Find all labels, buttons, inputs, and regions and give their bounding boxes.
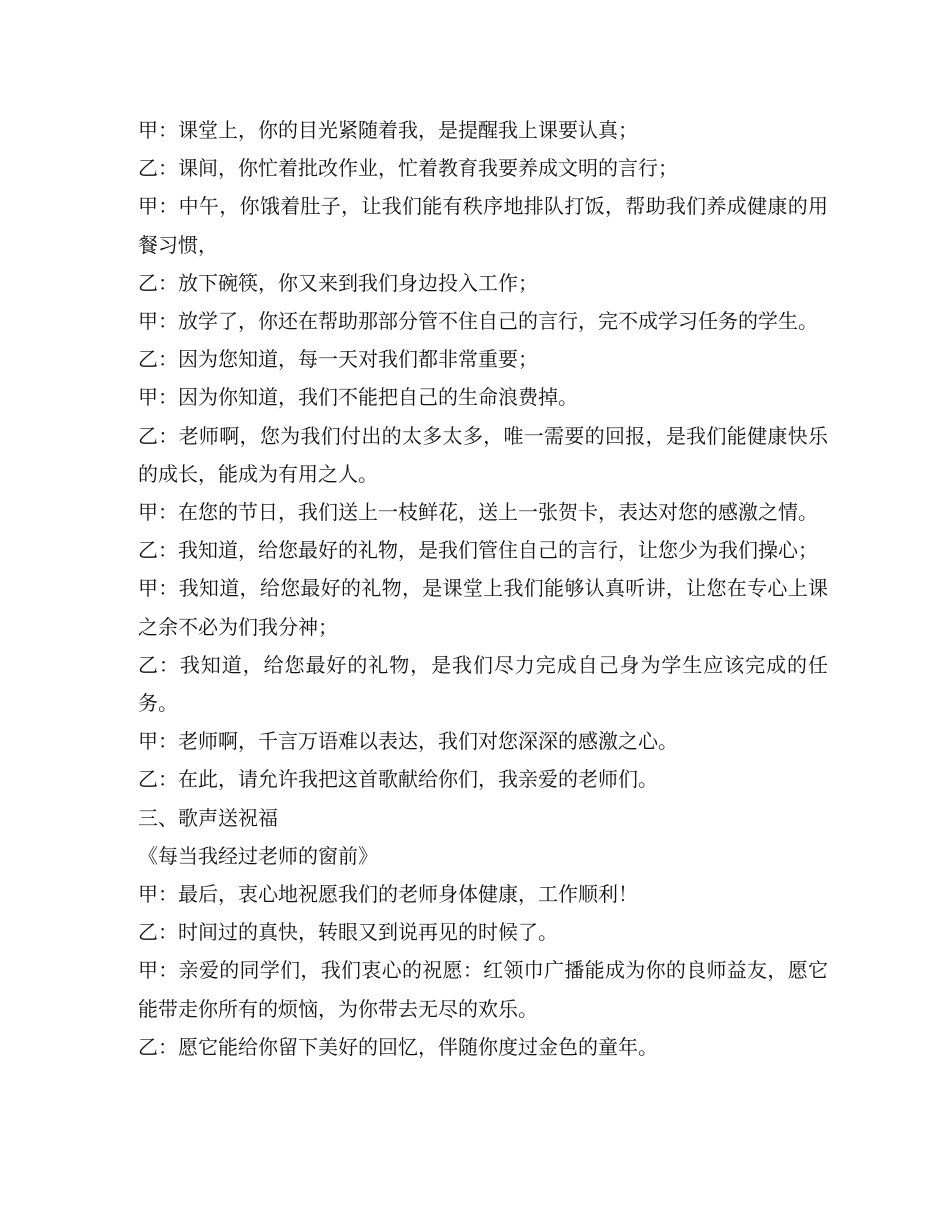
paragraph: 甲：老师啊，千言万语难以表达，我们对您深深的感激之心。	[138, 729, 678, 754]
paragraph: 乙：在此，请允许我把这首歌献给你们，我亲爱的老师们。	[138, 767, 658, 792]
song-title: 《每当我经过老师的窗前》	[138, 843, 378, 868]
paragraph: 甲：在您的节日，我们送上一枝鲜花，送上一张贺卡，表达对您的感激之情。	[138, 500, 818, 525]
paragraph: 乙：愿它能给你留下美好的回忆，伴随你度过金色的童年。	[138, 1034, 658, 1059]
paragraph: 乙：我知道，给您最好的礼物，是我们管住自己的言行，让您少为我们操心；	[138, 538, 818, 563]
paragraph: 甲：因为你知道，我们不能把自己的生命浪费掉。	[138, 385, 578, 410]
paragraph: 甲：最后，衷心地祝愿我们的老师身体健康，工作顺利！	[138, 882, 638, 907]
paragraph: 甲：放学了，你还在帮助那部分管不住自己的言行，完不成学习任务的学生。	[138, 309, 818, 334]
paragraph: 乙：我知道，给您最好的礼物，是我们尽力完成自己身为学生应该完成的任务。	[138, 652, 828, 716]
paragraph: 乙：课间，你忙着批改作业，忙着教育我要养成文明的言行；	[138, 156, 678, 181]
paragraph: 甲：中午，你饿着肚子，让我们能有秩序地排队打饭，帮助我们养成健康的用餐习惯，	[138, 194, 828, 257]
paragraph: 乙：时间过的真快，转眼又到说再见的时候了。	[138, 920, 558, 945]
section-heading: 三、歌声送祝福	[138, 805, 278, 830]
paragraph: 甲：亲爱的同学们，我们衷心的祝愿：红领巾广播能成为你的良师益友，愿它能带走你所有的烦恼，为你带去无尽的欢乐。	[138, 958, 828, 1021]
paragraph: 乙：因为您知道，每一天对我们都非常重要；	[138, 347, 538, 372]
paragraph: 乙：老师啊，您为我们付出的太多太多，唯一需要的回报，是我们能健康快乐的成长，能成为有用之人。	[138, 423, 828, 486]
paragraph: 甲：课堂上，你的目光紧随着我，是提醒我上课要认真；	[138, 118, 638, 142]
paragraph: 乙：放下碗筷，你又来到我们身边投入工作；	[138, 270, 538, 295]
document-body	[138, 111, 828, 1066]
paragraph: 甲：我知道，给您最好的礼物，是课堂上我们能够认真听讲，让您在专心上课之余不必为们我分神；	[138, 576, 828, 639]
